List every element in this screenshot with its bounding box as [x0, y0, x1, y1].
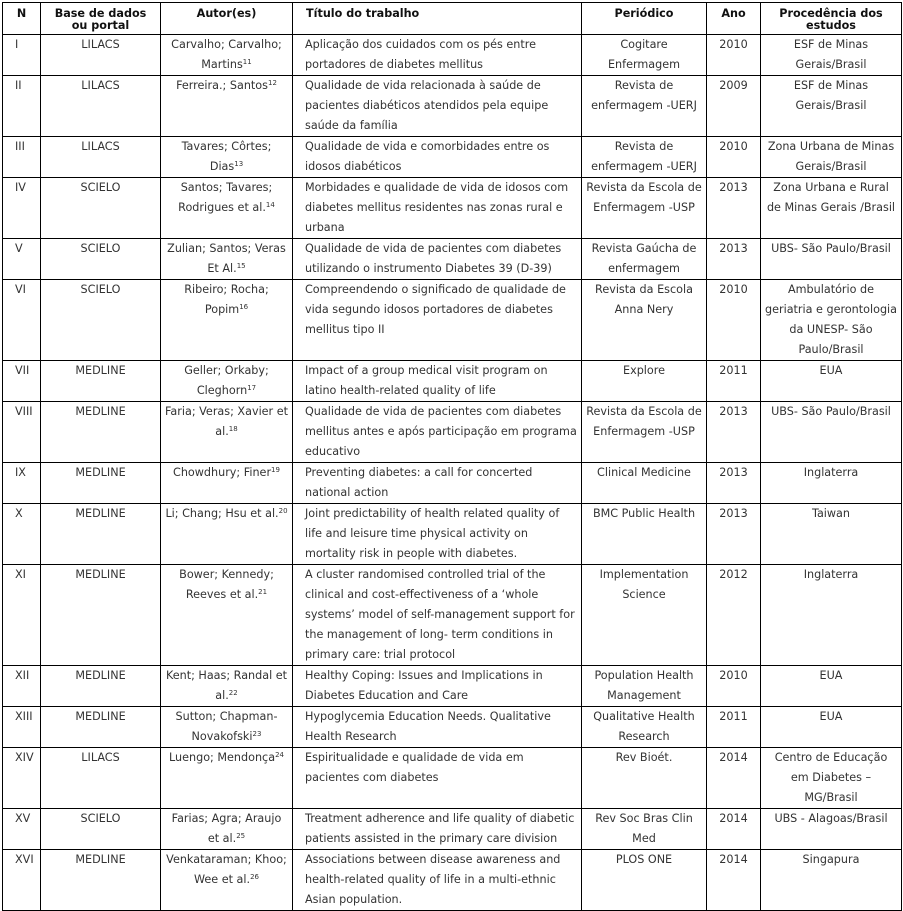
table-row: [3, 402, 902, 463]
row-year: 2013: [707, 239, 761, 280]
row-title: Compreendendo o significado de qualidade de vida segundo idosos portadores de diabetes mellitus tipo II: [293, 280, 582, 361]
row-origin: EUA: [761, 666, 902, 707]
row-title: A cluster randomised controlled trial of the clinical and cost-effectiveness of a ‘whole systems’ model of self-management support for the management of long- term conditions in primary care: trial protocol: [293, 565, 582, 666]
row-authors: [161, 361, 293, 402]
row-origin: EUA: [761, 707, 902, 748]
row-number: III: [3, 137, 41, 178]
studies-table: [2, 2, 902, 911]
row-authors: [161, 178, 293, 239]
row-journal: Revista de enfermagem -UERJ: [582, 76, 707, 137]
row-authors: [161, 565, 293, 666]
table-row: [3, 748, 902, 809]
row-number: XIV: [3, 748, 41, 809]
row-title: Qualidade de vida e comorbidades entre os idosos diabéticos: [293, 137, 582, 178]
row-authors: [161, 137, 293, 178]
row-number: IX: [3, 463, 41, 504]
author-names: Bower; Kennedy; Reeves et al.: [179, 568, 274, 601]
reference-number: 25: [236, 832, 246, 840]
author-names: Chowdhury; Finer: [173, 466, 272, 479]
reference-number: 23: [252, 730, 262, 738]
table-row: [3, 76, 902, 137]
row-journal: Implementation Science: [582, 565, 707, 666]
row-journal: Explore: [582, 361, 707, 402]
row-authors: [161, 35, 293, 76]
row-journal: PLOS ONE: [582, 850, 707, 911]
reference-number: 22: [228, 689, 238, 697]
row-number: I: [3, 35, 41, 76]
row-year: 2010: [707, 280, 761, 361]
row-authors: [161, 402, 293, 463]
table-row: [3, 809, 902, 850]
table-row: [3, 504, 902, 565]
reference-number: 12: [267, 79, 277, 87]
header-autor: Autor(es): [161, 3, 293, 35]
row-year: 2014: [707, 850, 761, 911]
row-year: 2013: [707, 463, 761, 504]
row-title: Qualidade de vida relacionada à saúde de pacientes diabéticos atendidos pela equipe saúde da família: [293, 76, 582, 137]
reference-number: 19: [271, 466, 280, 474]
reference-number: 18: [228, 425, 238, 433]
author-names: Ribeiro; Rocha; Popim: [184, 283, 269, 316]
row-database: LILACS: [41, 137, 161, 178]
row-number: II: [3, 76, 41, 137]
author-names: Santos; Tavares; Rodrigues et al.: [178, 181, 273, 214]
row-number: V: [3, 239, 41, 280]
row-year: 2010: [707, 666, 761, 707]
row-origin: Singapura: [761, 850, 902, 911]
reference-number: 11: [242, 58, 252, 66]
author-names: Li; Chang; Hsu et al.: [165, 507, 279, 520]
author-names: Geller; Orkaby; Cleghorn: [184, 364, 269, 397]
table-row: [3, 137, 902, 178]
author-names: Luengo; Mendonça: [169, 751, 276, 764]
row-year: 2014: [707, 809, 761, 850]
row-journal: Clinical Medicine: [582, 463, 707, 504]
row-number: VII: [3, 361, 41, 402]
row-journal: Revista Gaúcha de enfermagem: [582, 239, 707, 280]
table-row: [3, 850, 902, 911]
reference-number: 14: [265, 201, 275, 209]
row-journal: Population Health Management: [582, 666, 707, 707]
row-title: Qualidade de vida de pacientes com diabetes utilizando o instrumento Diabetes 39 (D-39): [293, 239, 582, 280]
row-authors: [161, 504, 293, 565]
row-number: XII: [3, 666, 41, 707]
row-origin: ESF de Minas Gerais/Brasil: [761, 76, 902, 137]
reference-number: 26: [250, 873, 259, 881]
row-database: MEDLINE: [41, 361, 161, 402]
table-row: [3, 280, 902, 361]
row-authors: [161, 666, 293, 707]
row-number: IV: [3, 178, 41, 239]
row-database: SCIELO: [41, 178, 161, 239]
row-authors: [161, 463, 293, 504]
row-journal: BMC Public Health: [582, 504, 707, 565]
row-origin: Ambulatório de geriatria e gerontologia da UNESP- São Paulo/Brasil: [761, 280, 902, 361]
row-origin: UBS- São Paulo/Brasil: [761, 239, 902, 280]
author-names: Zulian; Santos; Veras Et Al.: [167, 242, 286, 275]
row-journal: Rev Bioét.: [582, 748, 707, 809]
row-title: Impact of a group medical visit program on latino health-related quality of life: [293, 361, 582, 402]
row-origin: EUA: [761, 361, 902, 402]
row-journal: Revista da Escola de Enfermagem -USP: [582, 178, 707, 239]
author-names: Venkataraman; Khoo; Wee et al.: [166, 853, 287, 886]
row-year: 2013: [707, 178, 761, 239]
row-database: SCIELO: [41, 809, 161, 850]
row-origin: Inglaterra: [761, 463, 902, 504]
row-year: 2014: [707, 748, 761, 809]
row-authors: [161, 809, 293, 850]
row-origin: Centro de Educação em Diabetes – MG/Brasil: [761, 748, 902, 809]
table-row: [3, 707, 902, 748]
row-journal: Rev Soc Bras Clin Med: [582, 809, 707, 850]
reference-number: 24: [275, 751, 284, 759]
reference-number: 13: [234, 160, 244, 168]
row-database: LILACS: [41, 748, 161, 809]
author-names: Faria; Veras; Xavier et al.: [165, 405, 288, 438]
row-title: Preventing diabetes: a call for concerted national action: [293, 463, 582, 504]
row-database: MEDLINE: [41, 402, 161, 463]
reference-number: 17: [247, 384, 257, 392]
table-row: [3, 463, 902, 504]
header-base: Base de dados ou portal: [41, 3, 161, 35]
row-title: Hypoglycemia Education Needs. Qualitative Health Research: [293, 707, 582, 748]
header-periodico: Periódico: [582, 3, 707, 35]
row-origin: UBS- São Paulo/Brasil: [761, 402, 902, 463]
author-names: Ferreira.; Santos: [176, 79, 268, 92]
reference-number: 16: [239, 303, 249, 311]
row-journal: Revista da Escola Anna Nery: [582, 280, 707, 361]
author-names: Kent; Haas; Randal et al.: [165, 669, 288, 702]
row-number: VI: [3, 280, 41, 361]
row-origin: Zona Urbana e Rural de Minas Gerais /Brasil: [761, 178, 902, 239]
row-journal: Qualitative Health Research: [582, 707, 707, 748]
author-names: Sutton; Chapman-Novakofski: [175, 710, 278, 743]
row-number: XVI: [3, 850, 41, 911]
row-database: LILACS: [41, 35, 161, 76]
row-year: 2010: [707, 35, 761, 76]
row-number: VIII: [3, 402, 41, 463]
row-database: MEDLINE: [41, 463, 161, 504]
table-row: [3, 239, 902, 280]
author-names: Tavares; Côrtes; Dias: [181, 140, 272, 173]
reference-number: 15: [236, 262, 246, 270]
row-authors: [161, 76, 293, 137]
row-database: MEDLINE: [41, 565, 161, 666]
row-origin: Zona Urbana de Minas Gerais/Brasil: [761, 137, 902, 178]
table-row: [3, 361, 902, 402]
row-year: 2013: [707, 504, 761, 565]
row-title: Healthy Coping: Issues and Implications in Diabetes Education and Care: [293, 666, 582, 707]
table-row: [3, 666, 902, 707]
header-ano: Ano: [707, 3, 761, 35]
row-title: Qualidade de vida de pacientes com diabetes mellitus antes e após participação em programa educativo: [293, 402, 582, 463]
row-journal: Revista de enfermagem -UERJ: [582, 137, 707, 178]
row-year: 2011: [707, 361, 761, 402]
table-row: [3, 178, 902, 239]
header-row: [3, 3, 902, 35]
reference-number: 21: [258, 588, 268, 596]
row-origin: Inglaterra: [761, 565, 902, 666]
row-origin: ESF de Minas Gerais/Brasil: [761, 35, 902, 76]
row-title: Aplicação dos cuidados com os pés entre portadores de diabetes mellitus: [293, 35, 582, 76]
row-year: 2012: [707, 565, 761, 666]
row-journal: Revista da Escola de Enfermagem -USP: [582, 402, 707, 463]
row-database: MEDLINE: [41, 850, 161, 911]
row-title: Joint predictability of health related quality of life and leisure time physical activity on mortality risk in people with diabetes.: [293, 504, 582, 565]
row-title: Treatment adherence and life quality of diabetic patients assisted in the primary care division: [293, 809, 582, 850]
row-journal: Cogitare Enfermagem: [582, 35, 707, 76]
header-n: N: [3, 3, 41, 35]
row-origin: Taiwan: [761, 504, 902, 565]
row-year: 2009: [707, 76, 761, 137]
row-authors: [161, 239, 293, 280]
row-database: MEDLINE: [41, 707, 161, 748]
row-authors: [161, 707, 293, 748]
row-database: MEDLINE: [41, 504, 161, 565]
row-authors: [161, 280, 293, 361]
row-authors: [161, 850, 293, 911]
row-number: XIII: [3, 707, 41, 748]
author-names: Farias; Agra; Araujo et al.: [171, 812, 282, 845]
row-database: SCIELO: [41, 280, 161, 361]
row-title: Espiritualidade e qualidade de vida em pacientes com diabetes: [293, 748, 582, 809]
row-database: SCIELO: [41, 239, 161, 280]
header-procedencia: Procedência dos estudos: [761, 3, 902, 35]
row-year: 2013: [707, 402, 761, 463]
row-year: 2010: [707, 137, 761, 178]
row-database: MEDLINE: [41, 666, 161, 707]
row-authors: [161, 748, 293, 809]
row-title: Associations between disease awareness and health-related quality of life in a multi-ethnic Asian population.: [293, 850, 582, 911]
author-names: Carvalho; Carvalho; Martins: [171, 38, 282, 71]
table-row: [3, 35, 902, 76]
row-year: 2011: [707, 707, 761, 748]
row-number: XV: [3, 809, 41, 850]
header-titulo: Título do trabalho: [293, 3, 582, 35]
row-title: Morbidades e qualidade de vida de idosos com diabetes mellitus residentes nas zonas rural e urbana: [293, 178, 582, 239]
row-database: LILACS: [41, 76, 161, 137]
table-row: [3, 565, 902, 666]
reference-number: 20: [278, 507, 288, 515]
row-origin: UBS - Alagoas/Brasil: [761, 809, 902, 850]
row-number: XI: [3, 565, 41, 666]
row-number: X: [3, 504, 41, 565]
